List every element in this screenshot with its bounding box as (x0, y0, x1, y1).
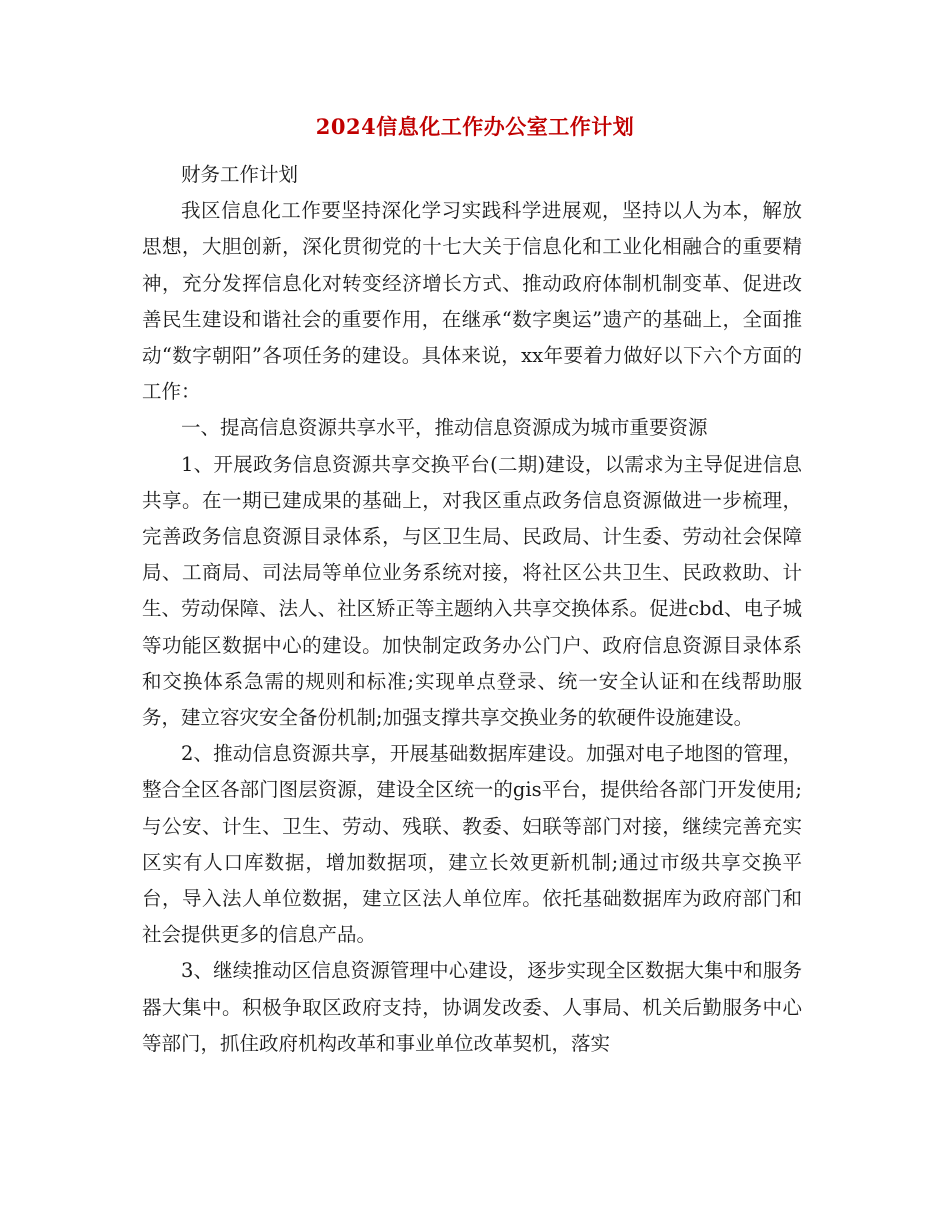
paragraph-intro: 我区信息化工作要坚持深化学习实践科学进展观，坚持以人为本，解放思想，大胆创新，深化贯彻党的十七大关于信息化和工业化相融合的重要精神，充分发挥信息化对转变经济增长方式、推动政府体制机制变革、促进改善民生建设和谐社会的重要作用，在继承“数字奥运”遗产的基础上，全面推动“数字朝阳”各项任务的建设。具体来说，xx年要着力做好以下六个方面的工作： (142, 199, 802, 404)
document-title: 2024信息化工作办公室工作计划 (315, 114, 635, 139)
paragraph-item-2: 2、推动信息资源共享，开展基础数据库建设。加强对电子地图的管理，整合全区各部门图层资源，建设全区统一的gis平台，提供给各部门开发使用;与公安、计生、卫生、劳动、残联、教委、妇联等部门对接，继续完善充实区实有人口库数据，增加数据项，建立长效更新机制;通过市级共享交换平台，导入法人单位数据，建立区法人单位库。依托基础数据库为政府部门和社会提供更多的信息产品。 (142, 742, 802, 947)
document-body (142, 157, 802, 1062)
paragraph-item-1: 1、开展政务信息资源共享交换平台(二期)建设，以需求为主导促进信息共享。在一期已建成果的基础上，对我区重点政务信息资源做进一步梳理，完善政务信息资源目录体系，与区卫生局、民政局、计生委、劳动社会保障局、工商局、司法局等单位业务系统对接，将社区公共卫生、民政救助、计生、劳动保障、法人、社区矫正等主题纳入共享交换体系。促进cbd、电子城等功能区数据中心的建设。加快制定政务办公门户、政府信息资源目录体系和交换体系急需的规则和标准;实现单点登录、统一安全认证和在线帮助服务，建立容灾安全备份机制;加强支撑共享交换业务的软硬件设施建设。 (142, 452, 802, 730)
paragraph-section-heading: 一、提高信息资源共享水平，推动信息资源成为城市重要资源 (181, 416, 708, 440)
paragraph-item-3: 3、继续推动区信息资源管理中心建设，逐步实现全区数据大集中和服务器大集中。积极争取区政府支持，协调发改委、人事局、机关后勤服务中心等部门，抓住政府机构改革和事业单位改革契机，落实 (142, 959, 802, 1055)
paragraph-subtitle: 财务工作计划 (181, 163, 299, 186)
